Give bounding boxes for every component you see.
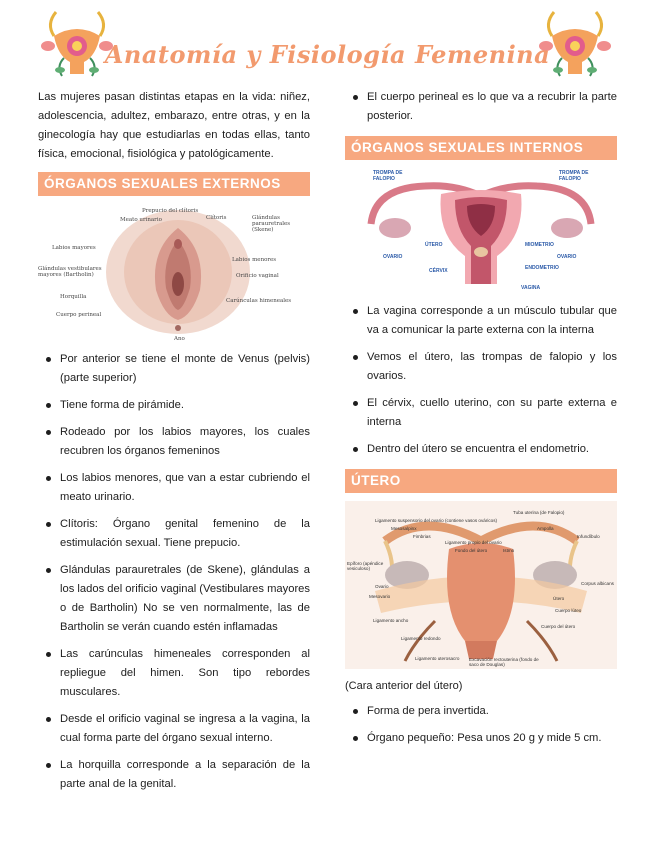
label-bartholin: Glándulas vestibulares mayores (Bartholin) (38, 266, 102, 278)
list-item: Órgano pequeño: Pesa unos 20 g y mide 5 cm. (345, 729, 617, 748)
label-ligamento-uterosacro: Ligamento uterosacro (415, 656, 460, 661)
list-item: Glándulas parauretrales (de Skene), glándulas a los lados del orificio vaginal (Vestibulares mayores o de Bartholin) No se ven normalmente, las de Bartholin se verán cuando estén inflamadas (38, 561, 310, 637)
label-labios-mayores: Labios mayores (52, 245, 96, 251)
label-ligamento-propio: Ligamento propio del ovario (445, 540, 502, 545)
uterus-caption: (Cara anterior del útero) (345, 680, 463, 692)
label-epiforo: Epíforo (apéndice vesiculoso) (347, 561, 384, 571)
label-istmo: Istmo (503, 548, 515, 553)
label-corpus: Corpus albicans (581, 581, 614, 586)
internal-anatomy-figure (345, 166, 617, 291)
label-trompa-left: TROMPA DE FALOPIO (373, 170, 403, 182)
label-prepucio: Prepucio del clítoris (142, 208, 199, 214)
label-fimbrias: Fimbrias (413, 534, 431, 539)
section-title-internal: ÓRGANOS SEXUALES INTERNOS (345, 136, 617, 160)
label-vagina: VAGINA (521, 285, 541, 291)
label-cervix: CÉRVIX (429, 268, 448, 274)
label-endometrio: ENDOMETRIO (525, 265, 559, 271)
label-ampolla: Ampolla (537, 526, 554, 531)
internal-anatomy-illustration (345, 166, 617, 288)
uterus-bullet-list (345, 702, 617, 748)
list-item: Desde el orificio vaginal se ingresa a la vagina, la cual forma parte del órgano sexual interno. (38, 710, 310, 748)
label-fondo: Fondo del útero (455, 548, 488, 553)
label-clitoris: Clítoris (206, 215, 227, 221)
section-title-external: ÓRGANOS SEXUALES EXTERNOS (38, 172, 310, 196)
label-cuerpo-perineal: Cuerpo perineal (56, 312, 102, 318)
label-meato: Meato urinario (120, 217, 162, 223)
internal-bullet-list (345, 302, 617, 459)
intro-paragraph: Las mujeres pasan distintas etapas en la vida: niñez, adolescencia, adultez, embarazo, entre otras, y en la ginecología hay que estudiarlas en todas ellas, tanto física, emocional, fisiológica y patológicamente. (38, 91, 310, 160)
external-bullet-list (38, 350, 310, 794)
list-item: La horquilla corresponde a la separación de la parte anal de la genital. (38, 756, 310, 794)
list-item: Dentro del útero se encuentra el endometrio. (345, 440, 617, 459)
label-utero: ÚTERO (425, 242, 443, 248)
page-title: Anatomía y Fisiología Femenina (104, 40, 551, 69)
label-horquilla: Horquilla (60, 294, 87, 300)
label-carunculas: Carúnculas himeneales (226, 298, 292, 304)
list-item: La vagina corresponde a un músculo tubular que va a comunicar la parte externa con la interna (345, 302, 617, 340)
label-trompa-right: TROMPA DE FALOPIO (559, 170, 589, 182)
label-ligamento-redondo: Ligamento redondo (401, 636, 441, 641)
list-item: Forma de pera invertida. (345, 702, 617, 721)
section-title-utero: ÚTERO (345, 469, 617, 493)
label-cuerpo-luteo: Cuerpo lúteo (555, 608, 582, 613)
label-cuerpo-utero: Cuerpo del útero (541, 624, 576, 629)
label-skene: Glándulas parauretrales (Skene) (252, 215, 291, 233)
label-mesosalpinx: Mesosalpinx (391, 526, 417, 531)
label-tuba: Tuba uterina (de Falopio) (513, 510, 565, 515)
label-ovario: Ovario (375, 584, 389, 589)
label-ligamento-ancho: Ligamento ancho (373, 618, 409, 623)
list-item: Clítoris: Órgano genital femenino de la estimulación sexual. Tiene prepucio. (38, 515, 310, 553)
list-item: Las carúnculas himeneales corresponden al repliegue del himen. Son tipo rebordes musculares. (38, 645, 310, 702)
label-ligamento-suspensorio: Ligamento suspensorio del ovario (contiene vasos ováricos) (375, 518, 498, 523)
list-item: Por anterior se tiene el monte de Venus (pelvis) (parte superior) (38, 350, 310, 388)
label-ovario-left: OVARIO (383, 254, 403, 260)
list-item: El cérvix, cuello uterino, con su parte externa e interna (345, 394, 617, 432)
right-column (345, 88, 617, 756)
uterus-figure (345, 501, 617, 669)
label-infundibulo: Infundíbulo (577, 534, 600, 539)
label-excavacion: Excavación rectouterina (fondo de saco de Douglas) (469, 657, 539, 667)
list-item: Vemos el útero, las trompas de falopio y los ovarios. (345, 348, 617, 386)
label-miometrio: MIOMETRIO (525, 242, 554, 248)
label-ovario-right: OVARIO (557, 254, 577, 260)
label-labios-menores: Labios menores (232, 257, 277, 263)
label-mesovario: Mesovario (369, 594, 391, 599)
list-item: Tiene forma de pirámide. (38, 396, 310, 415)
label-ano: Ano (174, 336, 185, 342)
left-column (38, 88, 310, 802)
list-item: Los labios menores, que van a estar cubriendo el meato urinario. (38, 469, 310, 507)
label-utero-anat: Útero (553, 596, 565, 601)
list-item: El cuerpo perineal es lo que va a recubrir la parte posterior. (345, 88, 617, 126)
list-item: Rodeado por los labios mayores, los cuales recubren los órganos femeninos (38, 423, 310, 461)
label-orificio: Orificio vaginal (236, 273, 279, 279)
external-anatomy-figure (38, 200, 310, 340)
perineal-bullet-list (345, 88, 617, 126)
